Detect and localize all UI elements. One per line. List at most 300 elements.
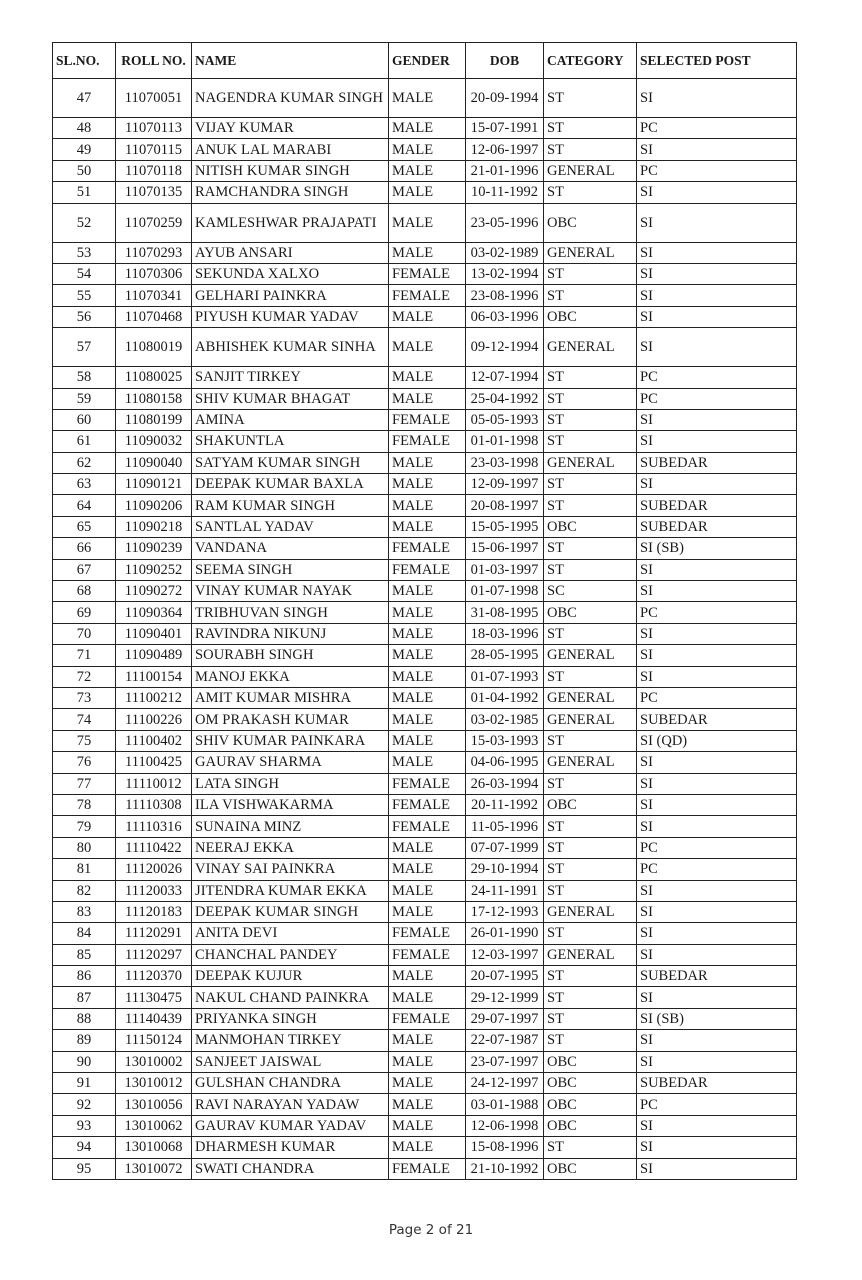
cell-selected-post: SI: [637, 182, 797, 203]
cell-sl-no: 86: [53, 966, 116, 987]
cell-name: SATYAM KUMAR SINGH: [192, 452, 389, 473]
cell-category: ST: [544, 923, 637, 944]
cell-roll-no: 11100154: [116, 666, 192, 687]
cell-gender: MALE: [389, 966, 466, 987]
cell-roll-no: 11110422: [116, 837, 192, 858]
cell-gender: MALE: [389, 581, 466, 602]
cell-dob: 29-12-1999: [466, 987, 544, 1008]
cell-name: GULSHAN CHANDRA: [192, 1073, 389, 1094]
cell-category: GENERAL: [544, 160, 637, 181]
cell-category: SC: [544, 581, 637, 602]
cell-dob: 12-09-1997: [466, 474, 544, 495]
cell-gender: MALE: [389, 987, 466, 1008]
table-row: [53, 666, 797, 687]
table-row: [53, 944, 797, 965]
cell-selected-post: SI: [637, 1137, 797, 1158]
cell-gender: MALE: [389, 901, 466, 922]
cell-sl-no: 47: [53, 79, 116, 118]
cell-sl-no: 58: [53, 367, 116, 388]
cell-roll-no: 11070113: [116, 118, 192, 139]
cell-roll-no: 11090272: [116, 581, 192, 602]
cell-selected-post: SI: [637, 666, 797, 687]
cell-dob: 20-09-1994: [466, 79, 544, 118]
cell-gender: MALE: [389, 203, 466, 242]
cell-gender: MALE: [389, 495, 466, 516]
cell-sl-no: 83: [53, 901, 116, 922]
cell-gender: MALE: [389, 242, 466, 263]
cell-roll-no: 11090218: [116, 516, 192, 537]
cell-category: ST: [544, 837, 637, 858]
cell-gender: MALE: [389, 139, 466, 160]
cell-selected-post: SI: [637, 901, 797, 922]
cell-roll-no: 11120026: [116, 859, 192, 880]
cell-sl-no: 72: [53, 666, 116, 687]
cell-sl-no: 74: [53, 709, 116, 730]
table-row: [53, 118, 797, 139]
cell-roll-no: 11150124: [116, 1030, 192, 1051]
table-row: [53, 1137, 797, 1158]
table-row: [53, 602, 797, 623]
cell-name: DEEPAK KUJUR: [192, 966, 389, 987]
cell-category: ST: [544, 79, 637, 118]
cell-sl-no: 93: [53, 1115, 116, 1136]
cell-name: GAURAV SHARMA: [192, 752, 389, 773]
cell-selected-post: SI: [637, 752, 797, 773]
cell-dob: 26-03-1994: [466, 773, 544, 794]
cell-category: ST: [544, 773, 637, 794]
cell-name: NEERAJ EKKA: [192, 837, 389, 858]
cell-name: AMINA: [192, 409, 389, 430]
cell-dob: 10-11-1992: [466, 182, 544, 203]
cell-selected-post: SUBEDAR: [637, 966, 797, 987]
table-body: [53, 79, 797, 1180]
cell-roll-no: 11070118: [116, 160, 192, 181]
cell-sl-no: 91: [53, 1073, 116, 1094]
table-row: [53, 837, 797, 858]
cell-roll-no: 11120370: [116, 966, 192, 987]
cell-selected-post: SUBEDAR: [637, 516, 797, 537]
cell-sl-no: 73: [53, 687, 116, 708]
cell-category: OBC: [544, 306, 637, 327]
cell-roll-no: 11140439: [116, 1008, 192, 1029]
cell-name: AYUB ANSARI: [192, 242, 389, 263]
cell-name: PIYUSH KUMAR YADAV: [192, 306, 389, 327]
cell-roll-no: 11080158: [116, 388, 192, 409]
cell-dob: 01-07-1993: [466, 666, 544, 687]
cell-roll-no: 11100212: [116, 687, 192, 708]
header-selected-post: SELECTED POST: [637, 43, 797, 79]
cell-category: OBC: [544, 602, 637, 623]
cell-selected-post: SI: [637, 285, 797, 306]
cell-roll-no: 11080025: [116, 367, 192, 388]
cell-name: ILA VISHWAKARMA: [192, 794, 389, 815]
cell-selected-post: SI (SB): [637, 1008, 797, 1029]
cell-category: ST: [544, 474, 637, 495]
cell-roll-no: 11120183: [116, 901, 192, 922]
cell-category: ST: [544, 666, 637, 687]
cell-name: GAURAV KUMAR YADAV: [192, 1115, 389, 1136]
cell-name: SEKUNDA XALXO: [192, 263, 389, 284]
cell-gender: MALE: [389, 516, 466, 537]
cell-category: ST: [544, 559, 637, 580]
table-row: [53, 182, 797, 203]
cell-selected-post: SUBEDAR: [637, 1073, 797, 1094]
cell-name: AMIT KUMAR MISHRA: [192, 687, 389, 708]
cell-roll-no: 11090364: [116, 602, 192, 623]
cell-selected-post: SI: [637, 773, 797, 794]
cell-selected-post: SI: [637, 431, 797, 452]
header-category: CATEGORY: [544, 43, 637, 79]
table-row: [53, 581, 797, 602]
table-row: [53, 709, 797, 730]
cell-category: ST: [544, 623, 637, 644]
cell-category: OBC: [544, 1051, 637, 1072]
cell-name: MANOJ EKKA: [192, 666, 389, 687]
cell-name: SHAKUNTLA: [192, 431, 389, 452]
cell-name: SWATI CHANDRA: [192, 1158, 389, 1179]
cell-category: GENERAL: [544, 328, 637, 367]
cell-gender: MALE: [389, 1115, 466, 1136]
cell-selected-post: SI: [637, 79, 797, 118]
cell-roll-no: 11070306: [116, 263, 192, 284]
cell-gender: FEMALE: [389, 538, 466, 559]
cell-category: OBC: [544, 1073, 637, 1094]
cell-sl-no: 56: [53, 306, 116, 327]
table-row: [53, 687, 797, 708]
cell-gender: MALE: [389, 602, 466, 623]
cell-roll-no: 11070341: [116, 285, 192, 306]
cell-roll-no: 11110316: [116, 816, 192, 837]
cell-category: GENERAL: [544, 452, 637, 473]
cell-roll-no: 11090489: [116, 645, 192, 666]
cell-selected-post: SUBEDAR: [637, 709, 797, 730]
cell-sl-no: 53: [53, 242, 116, 263]
table-row: [53, 816, 797, 837]
cell-sl-no: 62: [53, 452, 116, 473]
cell-dob: 01-01-1998: [466, 431, 544, 452]
cell-gender: FEMALE: [389, 559, 466, 580]
cell-name: RAMCHANDRA SINGH: [192, 182, 389, 203]
cell-category: ST: [544, 139, 637, 160]
cell-name: RAVINDRA NIKUNJ: [192, 623, 389, 644]
cell-roll-no: 11080019: [116, 328, 192, 367]
cell-gender: FEMALE: [389, 794, 466, 815]
cell-selected-post: SI: [637, 794, 797, 815]
cell-selected-post: SI: [637, 139, 797, 160]
cell-name: ANITA DEVI: [192, 923, 389, 944]
cell-dob: 23-07-1997: [466, 1051, 544, 1072]
cell-name: SANJIT TIRKEY: [192, 367, 389, 388]
cell-sl-no: 69: [53, 602, 116, 623]
cell-roll-no: 11110012: [116, 773, 192, 794]
table-row: [53, 388, 797, 409]
cell-selected-post: SI: [637, 328, 797, 367]
cell-selected-post: SI (SB): [637, 538, 797, 559]
cell-dob: 12-03-1997: [466, 944, 544, 965]
cell-selected-post: SI: [637, 880, 797, 901]
cell-sl-no: 81: [53, 859, 116, 880]
table-row: [53, 645, 797, 666]
cell-gender: FEMALE: [389, 944, 466, 965]
header-roll-no: ROLL NO.: [116, 43, 192, 79]
cell-roll-no: 11090206: [116, 495, 192, 516]
cell-dob: 03-01-1988: [466, 1094, 544, 1115]
cell-name: MANMOHAN TIRKEY: [192, 1030, 389, 1051]
cell-sl-no: 87: [53, 987, 116, 1008]
cell-dob: 12-06-1998: [466, 1115, 544, 1136]
cell-gender: MALE: [389, 752, 466, 773]
table-row: [53, 923, 797, 944]
cell-sl-no: 85: [53, 944, 116, 965]
cell-name: KAMLESHWAR PRAJAPATI: [192, 203, 389, 242]
cell-sl-no: 77: [53, 773, 116, 794]
cell-sl-no: 65: [53, 516, 116, 537]
cell-dob: 03-02-1985: [466, 709, 544, 730]
table-row: [53, 306, 797, 327]
cell-selected-post: SI: [637, 409, 797, 430]
cell-selected-post: SI: [637, 987, 797, 1008]
table-row: [53, 242, 797, 263]
table-row: [53, 794, 797, 815]
cell-selected-post: PC: [637, 837, 797, 858]
cell-gender: MALE: [389, 1030, 466, 1051]
cell-gender: MALE: [389, 367, 466, 388]
cell-selected-post: SI: [637, 816, 797, 837]
cell-selected-post: SI: [637, 1158, 797, 1179]
cell-category: GENERAL: [544, 645, 637, 666]
cell-name: NAKUL CHAND PAINKRA: [192, 987, 389, 1008]
cell-category: ST: [544, 880, 637, 901]
cell-sl-no: 51: [53, 182, 116, 203]
cell-name: PRIYANKA SINGH: [192, 1008, 389, 1029]
table-row: [53, 431, 797, 452]
cell-selected-post: PC: [637, 602, 797, 623]
table-row: [53, 139, 797, 160]
table-row: [53, 516, 797, 537]
cell-selected-post: PC: [637, 687, 797, 708]
table-row: [53, 623, 797, 644]
cell-name: OM PRAKASH KUMAR: [192, 709, 389, 730]
cell-dob: 22-07-1987: [466, 1030, 544, 1051]
cell-category: GENERAL: [544, 944, 637, 965]
cell-gender: MALE: [389, 1051, 466, 1072]
cell-selected-post: PC: [637, 367, 797, 388]
cell-sl-no: 60: [53, 409, 116, 430]
cell-gender: MALE: [389, 474, 466, 495]
cell-dob: 24-11-1991: [466, 880, 544, 901]
table-row: [53, 752, 797, 773]
cell-selected-post: SI: [637, 263, 797, 284]
cell-gender: MALE: [389, 687, 466, 708]
cell-roll-no: 11090401: [116, 623, 192, 644]
cell-gender: FEMALE: [389, 923, 466, 944]
cell-name: DEEPAK KUMAR SINGH: [192, 901, 389, 922]
cell-name: VIJAY KUMAR: [192, 118, 389, 139]
cell-category: GENERAL: [544, 242, 637, 263]
cell-roll-no: 11070051: [116, 79, 192, 118]
cell-dob: 23-05-1996: [466, 203, 544, 242]
cell-sl-no: 48: [53, 118, 116, 139]
cell-selected-post: SI (QD): [637, 730, 797, 751]
cell-category: GENERAL: [544, 709, 637, 730]
cell-category: ST: [544, 1008, 637, 1029]
cell-roll-no: 13010062: [116, 1115, 192, 1136]
cell-gender: MALE: [389, 666, 466, 687]
cell-sl-no: 68: [53, 581, 116, 602]
cell-name: ABHISHEK KUMAR SINHA: [192, 328, 389, 367]
cell-sl-no: 89: [53, 1030, 116, 1051]
table-row: [53, 328, 797, 367]
cell-category: OBC: [544, 1158, 637, 1179]
cell-roll-no: 11090121: [116, 474, 192, 495]
cell-gender: MALE: [389, 182, 466, 203]
table-row: [53, 880, 797, 901]
cell-name: VANDANA: [192, 538, 389, 559]
cell-selected-post: PC: [637, 859, 797, 880]
cell-selected-post: SUBEDAR: [637, 452, 797, 473]
cell-category: ST: [544, 263, 637, 284]
cell-gender: MALE: [389, 118, 466, 139]
table-row: [53, 901, 797, 922]
cell-gender: MALE: [389, 730, 466, 751]
cell-dob: 03-02-1989: [466, 242, 544, 263]
cell-gender: MALE: [389, 1137, 466, 1158]
cell-category: OBC: [544, 1094, 637, 1115]
cell-category: ST: [544, 816, 637, 837]
cell-sl-no: 92: [53, 1094, 116, 1115]
cell-gender: MALE: [389, 837, 466, 858]
cell-selected-post: SI: [637, 623, 797, 644]
cell-dob: 15-08-1996: [466, 1137, 544, 1158]
cell-gender: FEMALE: [389, 1158, 466, 1179]
cell-selected-post: SI: [637, 242, 797, 263]
cell-selected-post: SI: [637, 581, 797, 602]
cell-roll-no: 11090032: [116, 431, 192, 452]
cell-dob: 04-06-1995: [466, 752, 544, 773]
cell-name: RAVI NARAYAN YADAW: [192, 1094, 389, 1115]
table-row: [53, 538, 797, 559]
cell-selected-post: SUBEDAR: [637, 495, 797, 516]
table-row: [53, 987, 797, 1008]
cell-name: TRIBHUVAN SINGH: [192, 602, 389, 623]
cell-gender: MALE: [389, 623, 466, 644]
cell-roll-no: 11090239: [116, 538, 192, 559]
cell-name: SHIV KUMAR BHAGAT: [192, 388, 389, 409]
table-row: [53, 474, 797, 495]
cell-dob: 21-10-1992: [466, 1158, 544, 1179]
cell-selected-post: SI: [637, 1051, 797, 1072]
cell-gender: MALE: [389, 160, 466, 181]
cell-sl-no: 88: [53, 1008, 116, 1029]
cell-dob: 11-05-1996: [466, 816, 544, 837]
cell-category: ST: [544, 409, 637, 430]
cell-name: DHARMESH KUMAR: [192, 1137, 389, 1158]
cell-category: ST: [544, 538, 637, 559]
cell-name: NITISH KUMAR SINGH: [192, 160, 389, 181]
cell-sl-no: 84: [53, 923, 116, 944]
cell-roll-no: 11090252: [116, 559, 192, 580]
table-row: [53, 966, 797, 987]
cell-category: ST: [544, 388, 637, 409]
cell-sl-no: 79: [53, 816, 116, 837]
cell-roll-no: 11070115: [116, 139, 192, 160]
header-dob: DOB: [466, 43, 544, 79]
cell-roll-no: 13010072: [116, 1158, 192, 1179]
table-row: [53, 160, 797, 181]
cell-name: VINAY SAI PAINKRA: [192, 859, 389, 880]
cell-dob: 15-06-1997: [466, 538, 544, 559]
cell-roll-no: 11070135: [116, 182, 192, 203]
cell-dob: 15-05-1995: [466, 516, 544, 537]
cell-sl-no: 54: [53, 263, 116, 284]
cell-sl-no: 76: [53, 752, 116, 773]
page-number: Page 2 of 21: [388, 1222, 474, 1238]
cell-category: ST: [544, 285, 637, 306]
cell-dob: 25-04-1992: [466, 388, 544, 409]
table-row: [53, 1030, 797, 1051]
cell-roll-no: 13010068: [116, 1137, 192, 1158]
cell-name: SANTLAL YADAV: [192, 516, 389, 537]
cell-sl-no: 75: [53, 730, 116, 751]
cell-sl-no: 66: [53, 538, 116, 559]
cell-sl-no: 61: [53, 431, 116, 452]
cell-name: ANUK LAL MARABI: [192, 139, 389, 160]
table-row: [53, 409, 797, 430]
cell-selected-post: SI: [637, 559, 797, 580]
cell-gender: FEMALE: [389, 285, 466, 306]
table-row: [53, 1094, 797, 1115]
cell-sl-no: 94: [53, 1137, 116, 1158]
cell-name: VINAY KUMAR NAYAK: [192, 581, 389, 602]
cell-name: LATA SINGH: [192, 773, 389, 794]
cell-dob: 12-07-1994: [466, 367, 544, 388]
cell-selected-post: SI: [637, 306, 797, 327]
cell-roll-no: 11110308: [116, 794, 192, 815]
cell-sl-no: 82: [53, 880, 116, 901]
table-row: [53, 367, 797, 388]
cell-roll-no: 11120291: [116, 923, 192, 944]
cell-dob: 29-07-1997: [466, 1008, 544, 1029]
cell-dob: 23-03-1998: [466, 452, 544, 473]
cell-gender: MALE: [389, 328, 466, 367]
cell-roll-no: 11120033: [116, 880, 192, 901]
cell-category: OBC: [544, 516, 637, 537]
table-row: [53, 285, 797, 306]
cell-gender: MALE: [389, 1094, 466, 1115]
cell-selected-post: PC: [637, 160, 797, 181]
cell-category: ST: [544, 495, 637, 516]
cell-category: GENERAL: [544, 752, 637, 773]
table-row: [53, 203, 797, 242]
cell-gender: MALE: [389, 645, 466, 666]
cell-category: ST: [544, 730, 637, 751]
cell-sl-no: 63: [53, 474, 116, 495]
cell-category: GENERAL: [544, 901, 637, 922]
cell-category: OBC: [544, 1115, 637, 1136]
cell-name: JITENDRA KUMAR EKKA: [192, 880, 389, 901]
cell-roll-no: 11070259: [116, 203, 192, 242]
cell-selected-post: PC: [637, 1094, 797, 1115]
cell-roll-no: 11130475: [116, 987, 192, 1008]
cell-roll-no: 11070468: [116, 306, 192, 327]
cell-selected-post: SI: [637, 1030, 797, 1051]
table-row: [53, 495, 797, 516]
cell-gender: FEMALE: [389, 431, 466, 452]
cell-category: ST: [544, 367, 637, 388]
cell-name: SUNAINA MINZ: [192, 816, 389, 837]
cell-category: ST: [544, 1030, 637, 1051]
table-row: [53, 1115, 797, 1136]
